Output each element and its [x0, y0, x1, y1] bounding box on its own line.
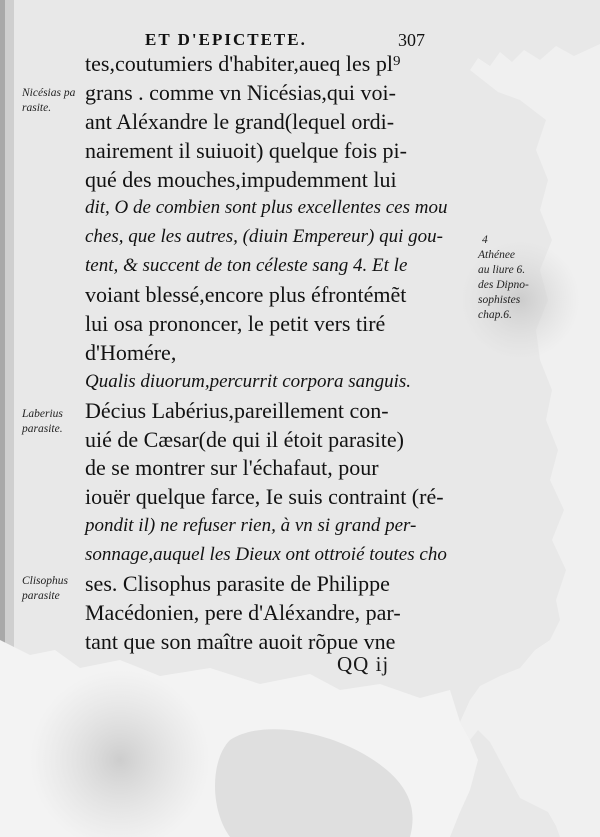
text-line: voiant blessé,encore plus éfrontémẽt — [85, 282, 407, 308]
text-line: ses. Clisophus parasite de Philippe — [85, 571, 390, 597]
text-line: sonnage,auquel les Dieux ont ottroié toutes cho — [85, 544, 447, 566]
text-line: lui osa prononcer, le petit vers tiré — [85, 311, 386, 337]
margin-note-nicesias: Nicésias pa rasite. — [22, 87, 76, 114]
text-line: iouër quelque farce, Ie suis contraint (ré- — [85, 484, 444, 510]
text-line: ches, que les autres, (diuin Empereur) qui gou- — [85, 226, 443, 248]
page-number: 307 — [398, 30, 425, 50]
text-line: de se montrer sur l'échafaut, pour — [85, 455, 379, 481]
margin-note-clisophus: Clisophus parasite — [22, 575, 69, 602]
main-text-block — [85, 50, 465, 657]
text-line: uié de Cæsar(de qui il étoit parasite) — [85, 426, 404, 452]
text-line: Décius Labérius,pareillement con- — [85, 397, 389, 423]
text-line: dit, O de combien sont plus excellentes ces mou — [85, 197, 448, 219]
verse-line: Qualis diuorum,percurrit corpora sanguis. — [85, 370, 412, 392]
margin-note-athenee: 4 Athénee au liure 6. des Dipno- sophistes chap.6. — [478, 234, 529, 321]
text-line: tant que son maître auoit rõpue vne — [85, 628, 396, 654]
text-line: nairement il suiuoit) quelque fois pi- — [85, 137, 407, 163]
text-line: qué des mouches,impudemment lui — [85, 166, 397, 192]
text-line: ant Aléxandre le grand(lequel ordi- — [85, 108, 395, 134]
text-line: grans . comme vn Nicésias,qui voi- — [85, 79, 396, 105]
text-line: d'Homére, — [85, 339, 177, 365]
text-line: Macédonien, pere d'Aléxandre, par- — [85, 599, 401, 625]
text-line: tes,coutumiers d'habiter,aueq les pl⁹ — [85, 51, 401, 76]
running-head: ET D'EPICTETE. — [145, 30, 307, 49]
text-line: tent, & succent de ton céleste sang 4. Et le — [85, 255, 408, 277]
text-line: pondit il) ne refuser rien, à vn si grand per- — [85, 515, 417, 537]
margin-note-laberius: Laberius parasite. — [22, 408, 63, 435]
signature-mark: QQ ij — [337, 652, 390, 676]
